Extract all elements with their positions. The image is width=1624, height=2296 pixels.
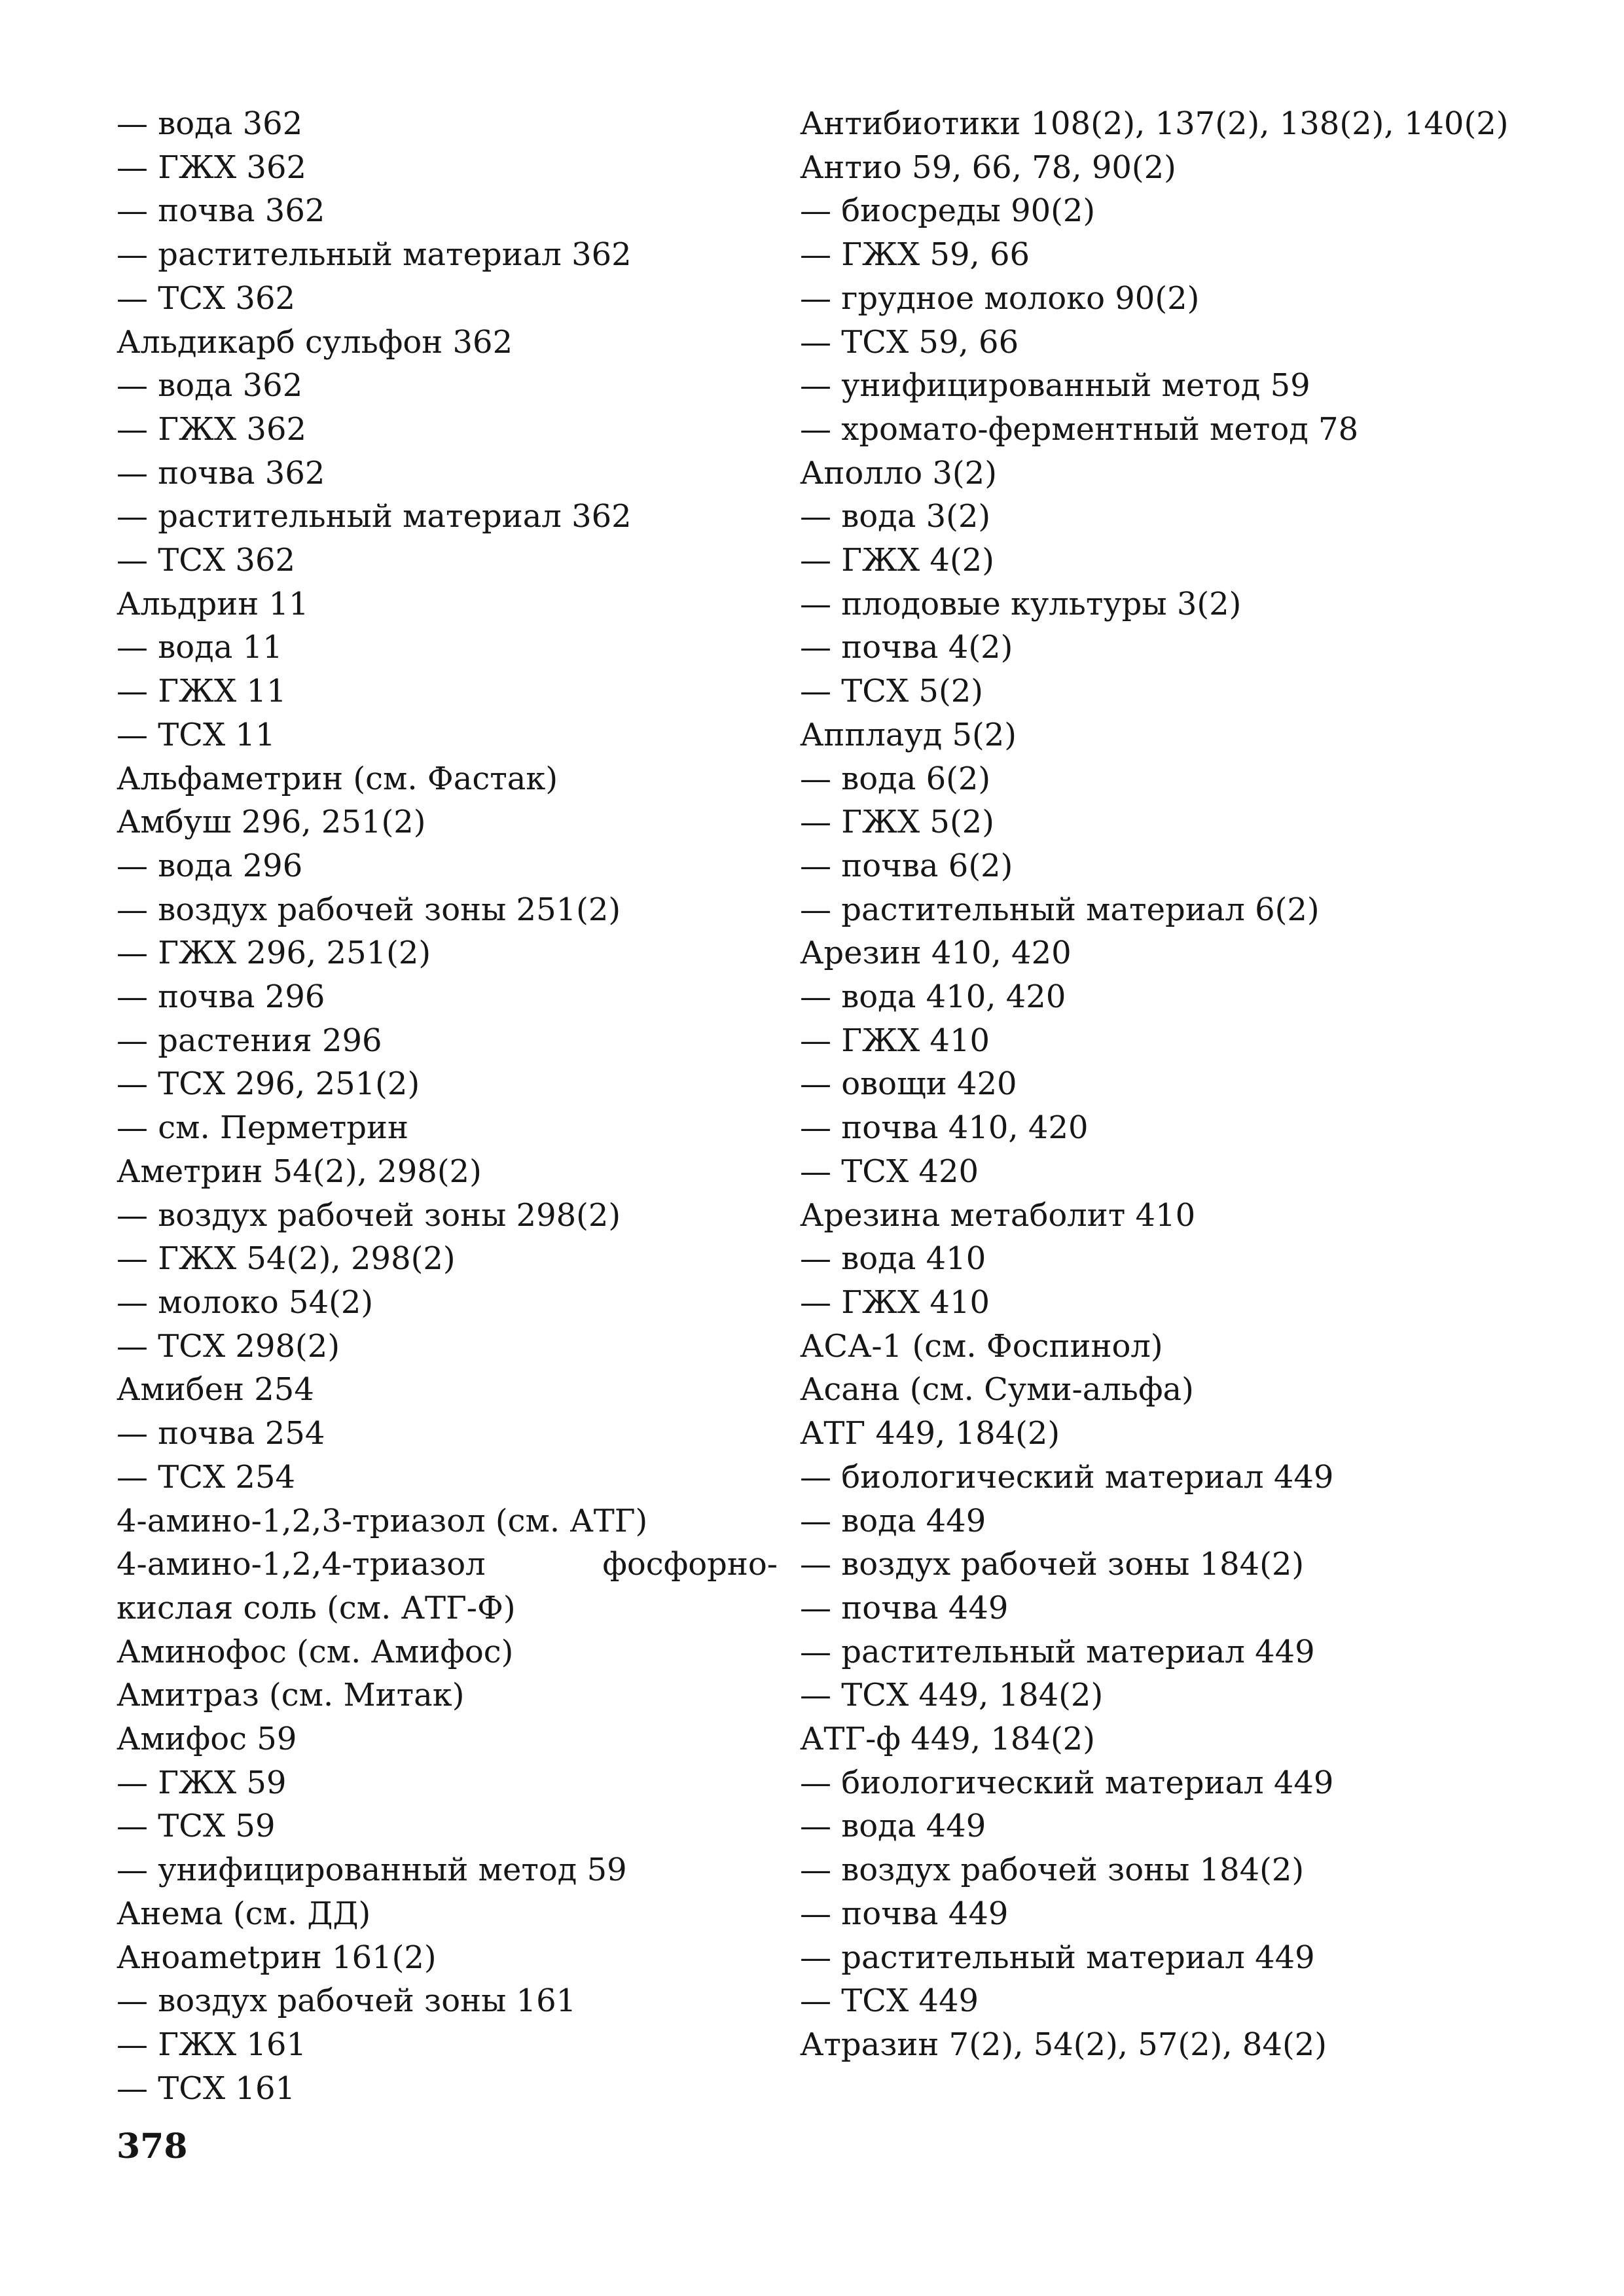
page-number: 378 — [117, 2126, 188, 2166]
index-entry: — ГЖХ 362 — [117, 410, 307, 448]
index-entry: — ТСХ 298(2) — [117, 1327, 340, 1365]
index-entry: — ТСХ 449, 184(2) — [800, 1677, 1104, 1714]
index-entry: — почва 449 — [800, 1589, 1009, 1626]
index-entry: — ГЖХ 59, 66 — [800, 236, 1030, 274]
index-entry: — ТСХ 11 — [117, 716, 276, 753]
index-entry: — ТСХ 59, 66 — [800, 323, 1019, 361]
index-entry: — ГЖХ 11 — [117, 673, 287, 710]
index-entry: — почва 296 — [117, 978, 325, 1016]
index-entry: 4-амино-1,2,3-триазол (см. АТГ) — [117, 1502, 648, 1539]
index-entry: 4-амино-1,2,4-триазол фосфорно-кислая соль (см. АТГ-Ф) — [117, 1546, 778, 1626]
index-entry: — вода 296 — [117, 847, 303, 884]
index-entry: — ГЖХ 410 — [800, 1283, 990, 1321]
index-entry: — ТСХ 161 — [117, 2070, 296, 2107]
index-entry: — почва 4(2) — [800, 629, 1013, 666]
index-entry: — почва 410, 420 — [800, 1109, 1089, 1147]
index-entry: — ГЖХ 5(2) — [800, 804, 994, 841]
index-entry: Асана (см. Суми-альфа) — [800, 1371, 1194, 1408]
index-entry: — почва 362 — [117, 192, 325, 230]
index-entry: — ТСХ 420 — [800, 1153, 979, 1190]
index-entry: — биосреды 90(2) — [800, 192, 1096, 230]
index-entry: — почва 362 — [117, 454, 325, 492]
index-entry: — ТСХ 449 — [800, 1982, 979, 2020]
index-entry: — см. Перметрин — [117, 1109, 408, 1147]
index-entry: Анема (см. ДД) — [117, 1895, 371, 1932]
index-entry: — ТСХ 362 — [117, 542, 296, 579]
index-entry: — вода 6(2) — [800, 760, 991, 797]
index-entry: — воздух рабочей зоны 161 — [117, 1982, 577, 2020]
index-entry: — почва 6(2) — [800, 847, 1013, 884]
index-entry: Амифос 59 — [117, 1721, 297, 1758]
index-entry: — унифицированный метод 59 — [117, 1852, 627, 1889]
index-entry: — ГЖХ 59 — [117, 1764, 287, 1801]
index-entry: Аминофос (см. Амифос) — [117, 1633, 514, 1670]
index-entry: — вода 3(2) — [800, 498, 991, 535]
index-entry: — биологический материал 449 — [800, 1764, 1334, 1801]
index-entry: — хромато-ферментный метод 78 — [800, 410, 1359, 448]
index-entry: — вода 362 — [117, 367, 303, 404]
index-entry: — ТСХ 296, 251(2) — [117, 1066, 420, 1103]
index-entry: — растительный материал 362 — [117, 236, 632, 274]
index-entry: Апплауд 5(2) — [800, 716, 1017, 753]
index-entry: — биологический материал 449 — [800, 1458, 1334, 1496]
index-entry: — воздух рабочей зоны 184(2) — [800, 1852, 1305, 1889]
index-entry: — молоко 54(2) — [117, 1283, 374, 1321]
index-entry: — вода 410, 420 — [800, 978, 1066, 1016]
index-entry: Антио 59, 66, 78, 90(2) — [800, 149, 1176, 186]
index-entry: — растения 296 — [117, 1022, 382, 1059]
index-entry: — плодовые культуры 3(2) — [800, 585, 1242, 622]
index-entry: — почва 449 — [800, 1895, 1009, 1932]
index-entry: — растительный материал 6(2) — [800, 891, 1320, 928]
index-entry: — вода 449 — [800, 1808, 986, 1845]
index-entry: Антибиотики 108(2), 137(2), 138(2), 140(2) — [800, 105, 1509, 142]
index-entry: Альдикарб сульфон 362 — [117, 323, 513, 361]
index-entry: — ГЖХ 161 — [117, 2026, 307, 2063]
index-column-right — [800, 102, 1520, 2067]
index-entry: АТГ-ф 449, 184(2) — [800, 1721, 1095, 1758]
index-entry: — ГЖХ 362 — [117, 149, 307, 186]
index-entry: — унифицированный метод 59 — [800, 367, 1310, 404]
index-entry: Аноametрин 161(2) — [117, 1939, 437, 1976]
index-entry: — грудное молоко 90(2) — [800, 279, 1200, 317]
index-entry: — воздух рабочей зоны 251(2) — [117, 891, 621, 928]
index-entry: — воздух рабочей зоны 298(2) — [117, 1196, 621, 1234]
index-entry: Альдрин 11 — [117, 585, 309, 622]
index-entry: — вода 362 — [117, 105, 303, 142]
index-entry: — ТСХ 362 — [117, 279, 296, 317]
index-entry: — овощи 420 — [800, 1066, 1017, 1103]
index-entry: Амибен 254 — [117, 1371, 314, 1408]
index-entry: — растительный материал 449 — [800, 1633, 1315, 1670]
index-entry: — вода 11 — [117, 629, 283, 666]
index-entry: Аметрин 54(2), 298(2) — [117, 1153, 482, 1190]
index-entry: — ГЖХ 410 — [800, 1022, 990, 1059]
index-entry: Арезина метаболит 410 — [800, 1196, 1196, 1234]
index-entry: — ГЖХ 296, 251(2) — [117, 935, 431, 972]
index-entry: Амбуш 296, 251(2) — [117, 804, 426, 841]
index-entry: АСА-1 (см. Фоспинол) — [800, 1327, 1163, 1365]
index-entry: — ТСХ 59 — [117, 1808, 276, 1845]
index-entry: АТГ 449, 184(2) — [800, 1415, 1060, 1452]
index-entry: — растительный материал 362 — [117, 498, 632, 535]
index-entry: — вода 449 — [800, 1502, 986, 1539]
index-entry: — ГЖХ 54(2), 298(2) — [117, 1240, 456, 1278]
index-entry: — ТСХ 254 — [117, 1458, 296, 1496]
index-entry: — растительный материал 449 — [800, 1939, 1315, 1976]
index-entry: Атразин 7(2), 54(2), 57(2), 84(2) — [800, 2026, 1327, 2063]
index-entry: Аполло 3(2) — [800, 454, 997, 492]
index-entry: Амитраз (см. Митак) — [117, 1677, 465, 1714]
index-entry: — ТСХ 5(2) — [800, 673, 983, 710]
index-entry: — воздух рабочей зоны 184(2) — [800, 1546, 1305, 1583]
index-entry: Альфаметрин (см. Фастак) — [117, 760, 558, 797]
index-entry: — ГЖХ 4(2) — [800, 542, 994, 579]
index-entry: — вода 410 — [800, 1240, 986, 1278]
index-column-left — [117, 102, 778, 2110]
index-entry: Арезин 410, 420 — [800, 935, 1072, 972]
index-entry: — почва 254 — [117, 1415, 325, 1452]
